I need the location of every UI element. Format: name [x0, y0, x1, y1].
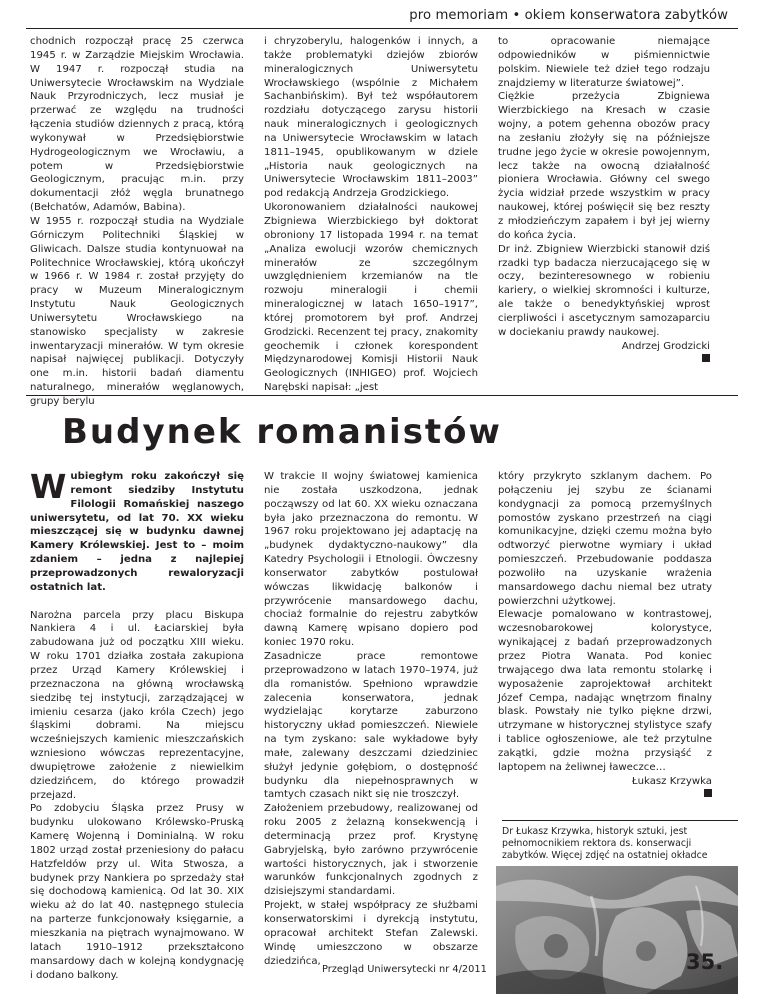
paragraph: Narożna parcela przy placu Biskupa Nankiera 4 i ul. Łaciarskiej była zabudowana już od początku XIII wieku. W roku 1701 działka została zakupiona przez Urząd Kamery Królewskiej i przeznaczona na główną wrocławską siedzibę tej instytucji, zarządzającej w imieniu cesarza (jako króla Czech) jego śląskimi dobrami. Na miejscu wcześniejszych kamienic mieszczańskich wzniesiono wówczas reprezentacyjne, dwupiętrowe założenie z niewielkim dziedzińcem, do którego prowadził przejazd.	[30, 609, 244, 801]
article-title: Budynek romanistów	[62, 412, 502, 452]
article-column-3	[498, 470, 712, 802]
paragraph: Ukoronowaniem działalności naukowej Zbigniewa Wierzbickiego był doktorat obroniony 17 listopada 1994 r. na temat „Analiza ewolucji wzorów chemicznych minerałów ze szczególnym uwzględnieniem krzemianów na tle rozwoju mineralogii i chemii mineralogicznej w latach 1650–1917”, której promotorem był prof. Andrzej Grodzicki. Recenzent tej pracy, znakomity geochemik i członek korespondent Międzynarodowej Komisji Historii Nauk Geologicznych (INHIGEO) prof. Wojciech Narębski napisał: „jest	[264, 202, 478, 394]
paragraph: Ciężkie przeżycia Zbigniewa Wierzbickiego na Kresach w czasie wojny, a potem gehenna obozów pracy na zesłaniu złożyły się na późniejsze trudne jego życie w okresie powojennym, lecz także na owocną działalność pioniera Wrocławia. Główny cel swego życia widział przede wszystkim w pracy naukowej, której poświęcił się bez reszty z młodzieńczym zapałem i był jej wierny do końca życia.	[498, 91, 710, 241]
paragraph: Dr inż. Zbigniew Wierzbicki stanowił dziś rzadki typ badacza nierzucającego się w oczy, bezinteresownego w robieniu kariery, o wielkiej skromności i kulturze, ale także o benedyktyńskiej wprost cierpliwości i ascetycznym samozaparciu w dociekaniu prawdy naukowej.	[498, 243, 710, 338]
paragraph: Po zdobyciu Śląska przez Prusy w budynku ulokowano Królewsko-Pruską Kamerę Wojenną i Dominialną. W roku 1802 urząd został przeniesiony do pałacu Hatzfeldów przy ul. Wita Stwosza, a budynek przy Nankiera po sprzedaży stał się dochodową kamienicą. Od lat 30. XIX wieku aż do lat 40. następnego stulecia na parterze funkcjonowały księgarnie, a mieszkania na piętrach wynajmowano. W latach 1910–1912 przekształcono mansardowy dach w kolejną kondygnację i dodano balkony.	[30, 803, 244, 981]
lead-text: ubiegłym roku zakończył się remont siedziby Instytutu Filologii Romańskiej naszego uniwersytetu, od lat 70. XX wieku mieszczącej się w budynku dawnej Kamery Królewskiej. Jest to – moim zdaniem – jedna z najlepiej przeprowadzonych rewaloryzacji ostatnich lat.	[30, 471, 244, 593]
author-note-rule	[502, 820, 738, 821]
building-photo	[496, 866, 738, 994]
paragraph: Zasadnicze prace remontowe przeprowadzono w latach 1970–1974, już dla romanistów. Spełniono wprawdzie zalecenia konserwatora, jednak wydzielając korytarze zaburzono historyczny układ pomieszczeń. Niewiele na tym zyskano: sale wykładowe były małe, zalewany deszczami dziedziniec służył jedynie gołębiom, o dostępność budynku dla niepełnosprawnych w tamtych czasach nikt się nie troszczył.	[264, 650, 478, 801]
paragraph: i chryzoberylu, halogenków i innych, a także problematyki dziejów zbiorów mineralogicznych Uniwersytetu Wrocławskiego (wspólnie z Michałem Sachanbińskim). Był też współautorem rozdziału dotyczącego zarysu historii nauk mineralogicznych i geologicznych na Uniwersytecie Wrocławskim w latach 1811–1945, opublikowanym w dziele „Historia nauk geologicznych na Uniwersytecie Wrocławskim 1811–2003” pod redakcją Andrzeja Grodzickiego.	[264, 36, 478, 200]
paragraph: Założeniem przebudowy, realizowanej od roku 2005 z żelazną konsekwencją i determinacją przez prof. Krystynę Gabryjelską, było zarówno przywrócenie wartości historycznych, jak i stworzenie warunków funkcjonalnych zgodnych z dzisiejszymi standardami.	[264, 803, 478, 898]
author-signature: Andrzej Grodzicki	[621, 340, 710, 352]
top-column-3	[498, 35, 710, 367]
article-lead	[30, 467, 244, 595]
author-note: Dr Łukasz Krzywka, historyk sztuki, jest pełnomocnikiem rektora ds. konserwacji zabytków. Więcej zdjęć na ostatniej okładce	[502, 826, 708, 861]
article-column-2	[264, 470, 478, 968]
end-square-icon	[702, 354, 710, 362]
paragraph: W 1955 r. rozpoczął studia na Wydziale Górniczym Politechniki Śląskiej w Gliwicach. Dalsze studia kontynuował na Politechnice Wrocławskiej, którą ukończył w 1966 r. W 1984 r. został przyjęty do pracy w Muzeum Mineralogicznym Instytutu Nauk Geologicznych Uniwersytetu Wrocławskiego na stanowisko specjalisty w zakresie inwentaryzacji minerałów. W tym okresie napisał najwięcej publikacji. Dotyczyły one m.in. historii badań diamentu naturalnego, minerałów węglanowych, grupy berylu	[30, 215, 244, 407]
author-signature: Łukasz Krzywka	[631, 775, 712, 787]
paragraph: Elewacje pomalowano w kontrastowej, wczesnobarokowej kolorystyce, wynikającej z badań przeprowadzonych przez Piotra Wanata. Pod koniec trwającego dwa lata remontu stolarkę i wyposażenie zaprojektował architekt Józef Cempa, nadając wnętrzom finalny blask. Powstały nie tylko piękne drzwi, utrzymane w historycznej stylistyce szafy i tablice ogłoszeniowe, ale też przytulne zakątki, gdzie można przysiąść z laptopem na żeliwnej ławeczce…	[498, 609, 712, 773]
section-divider	[26, 395, 738, 396]
top-column-1	[30, 35, 244, 409]
article-column-1	[30, 467, 244, 982]
page-number: 35.	[686, 950, 724, 974]
end-mark	[498, 788, 712, 802]
running-header: pro memoriam • okiem konserwatora zabytków	[409, 8, 728, 23]
footer-publication: Przegląd Uniwersytecki nr 4/2011	[322, 964, 487, 975]
paragraph: chodnich rozpoczął pracę 25 czerwca 1945 r. w Zarządzie Miejskim Wrocławia. W 1947 r. rozpoczął studia na Uniwersytecie Wrocławskim na Wydziale Nauk Przyrodniczych, lecz musiał je przerwać ze względu na trudności łączenia studiów dziennych z pracą, którą wykonywał w Przedsiębiorstwie Hydrogeologicznym we Wrocławiu, a potem w Przedsiębiorstwie Geologicznym, pracując m.in. przy dokumentacji złóż węgla brunatnego (Bełchatów, Adamów, Babina).	[30, 36, 244, 214]
paragraph: W trakcie II wojny światowej kamienica nie została uszkodzona, jednak począwszy od lat 60. XX wieku oznaczana była jako przeznaczona do remontu. W 1967 roku projektowano jej adaptację na „budynek dydaktyczno-naukowy” dla Katedry Psychologii i Etnologii. Ówczesny konserwator zabytków postulował wówczas likwidację balkonów i przywrócenie mansardowego dachu, chociaż formalnie do rejestru zabytków dawną Kamerę wpisano dopiero pod koniec 1970 roku.	[264, 471, 478, 649]
top-column-2	[264, 35, 478, 395]
header-rule	[26, 28, 738, 29]
drop-cap: W	[30, 467, 67, 506]
paragraph: to opracowanie niemające odpowiedników w piśmiennictwie polskim. Niewiele też dzieł tego rodzaju znajdziemy w literaturze światowej”.	[498, 36, 710, 89]
paragraph: Projekt, w stałej współpracy ze służbami konserwatorskimi i dyrekcją instytutu, opracował architekt Stefan Zalewski. Windę umieszczono w obszarze dziedzińca,	[264, 900, 478, 967]
baroque-carving-image	[496, 866, 738, 994]
paragraph: który przykryto szklanym dachem. Po połączeniu jej szybu ze ścianami kondygnacji za pomocą przemyślnych pomostów zyskano przestrzeń na ciągi komunikacyjne, dzięki czemu można było odtworzyć pierwotne wymiary i układ pomieszczeń. Przebudowanie poddasza pozwoliło na uzyskanie wrażenia mansardowego dachu niemal bez utraty powierzchni użytkowej.	[498, 471, 712, 607]
spacer	[30, 595, 244, 609]
end-square-icon	[704, 789, 712, 797]
end-mark	[498, 353, 710, 367]
